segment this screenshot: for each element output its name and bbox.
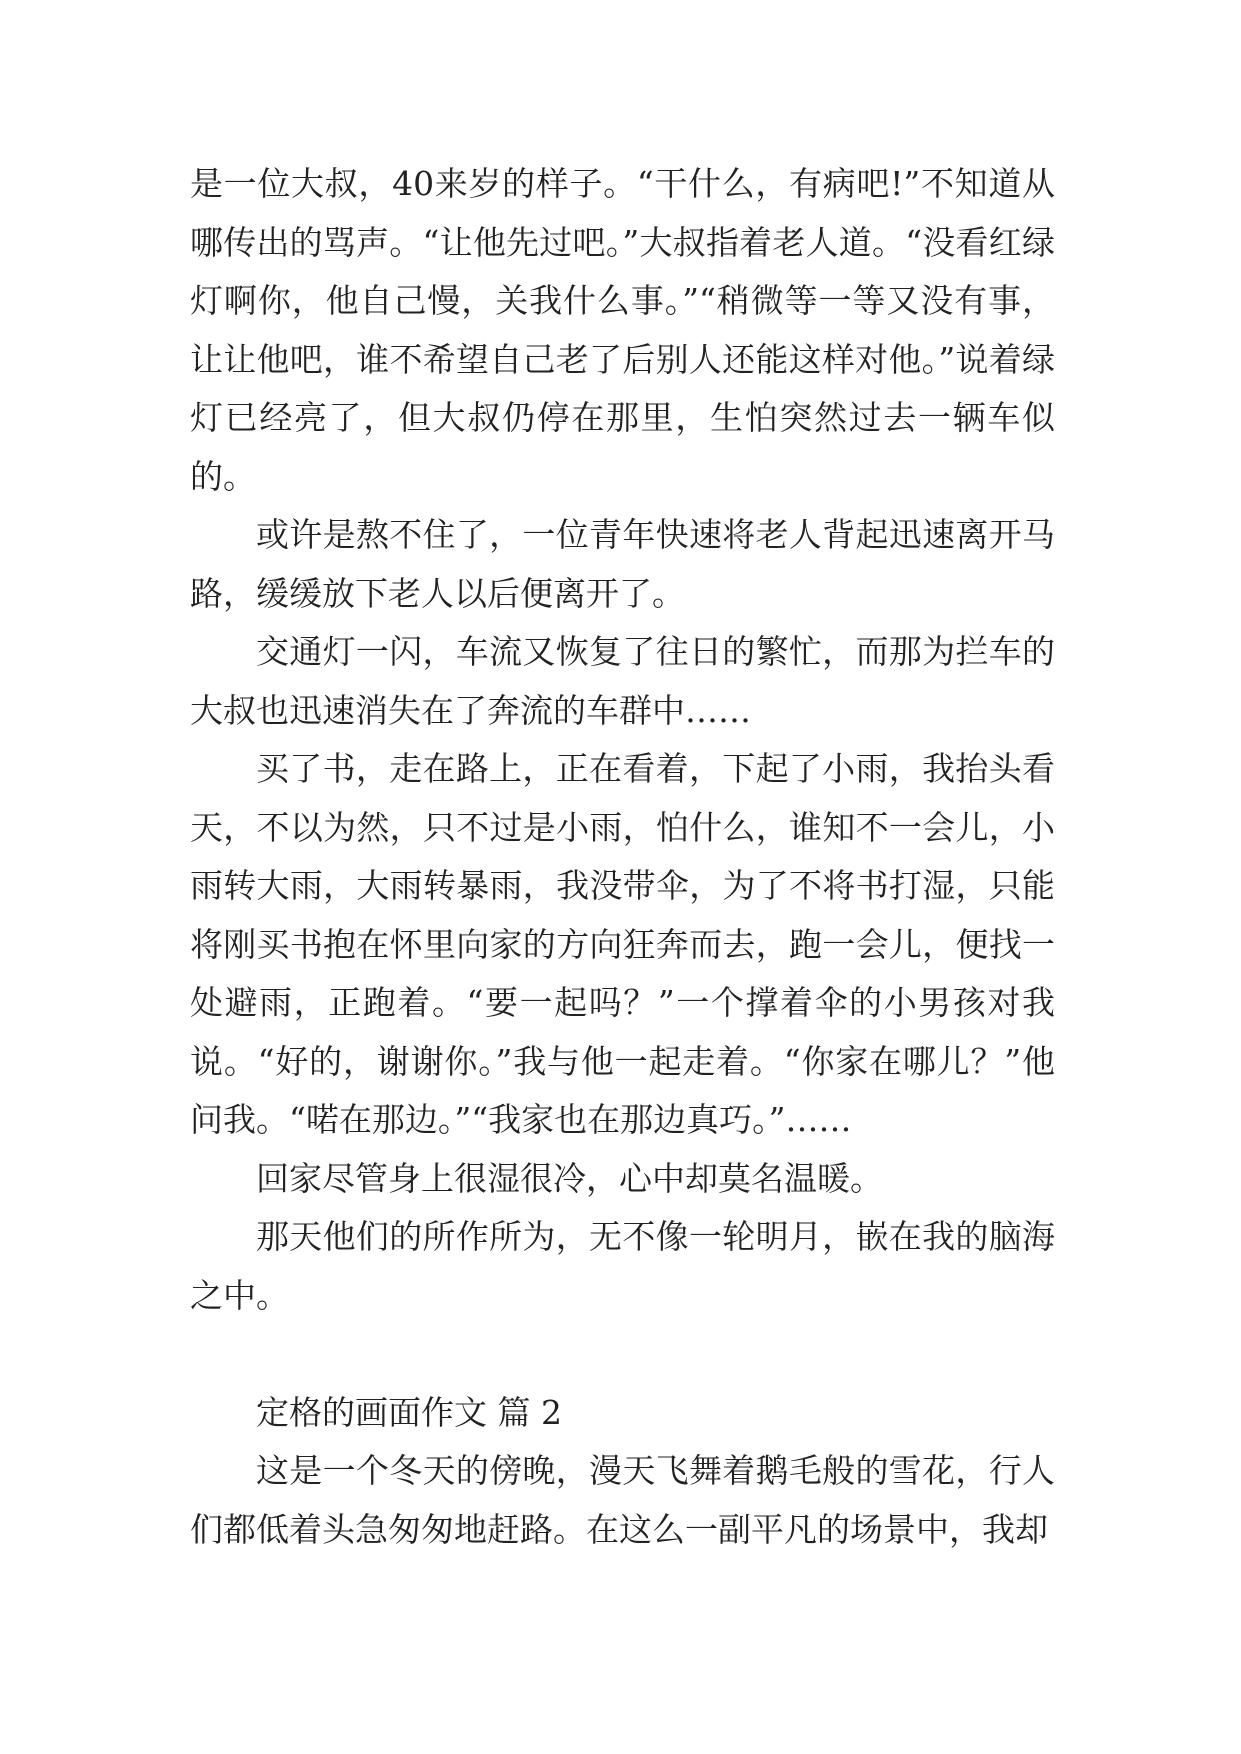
paragraph-1: 是一位大叔，40来岁的样子。“干什么，有病吧!”不知道从哪传出的骂声。“让他先过吧。”大叔指着老人道。“没看红绿灯啊你，他自己慢，关我什么事。”“稍微等一等又没有事，让让他吧，谁不希望自己老了后别人还能这样对他。”说着绿灯已经亮了，但大叔仍停在那里，生怕突然过去一辆车似的。 bbox=[190, 164, 1055, 496]
document-body bbox=[190, 155, 1055, 1559]
section-paragraph: 这是一个冬天的傍晚，漫天飞舞着鹅毛般的雪花，行人们都低着头急匆匆地赶路。在这么一副平凡的场景中，我却 bbox=[190, 1451, 1055, 1549]
paragraph-2: 或许是熬不住了，一位青年快速将老人背起迅速离开马路，缓缓放下老人以后便离开了。 bbox=[190, 515, 1055, 613]
paragraph-3: 交通灯一闪，车流又恢复了往日的繁忙，而那为拦车的大叔也迅速消失在了奔流的车群中…… bbox=[190, 632, 1055, 730]
paragraph-6: 那天他们的所作所为，无不像一轮明月，嵌在我的脑海之中。 bbox=[190, 1217, 1055, 1315]
section-title: 定格的画面作文 篇 2 bbox=[256, 1392, 562, 1432]
paragraph-5: 回家尽管身上很湿很冷，心中却莫名温暖。 bbox=[256, 1158, 883, 1198]
paragraph-4: 买了书，走在路上，正在看着，下起了小雨，我抬头看天，不以为然，只不过是小雨，怕什么，谁知不一会儿，小雨转大雨，大雨转暴雨，我没带伞，为了不将书打湿，只能将刚买书抱在怀里向家的方向狂奔而去，跑一会儿，便找一处避雨，正跑着。“要一起吗？”一个撑着伞的小男孩对我说。“好的，谢谢你。”我与他一起走着。“你家在哪儿？”他问我。“喏在那边。”“我家也在那边真巧。”…… bbox=[190, 749, 1055, 1139]
section-gap bbox=[190, 1325, 1055, 1384]
